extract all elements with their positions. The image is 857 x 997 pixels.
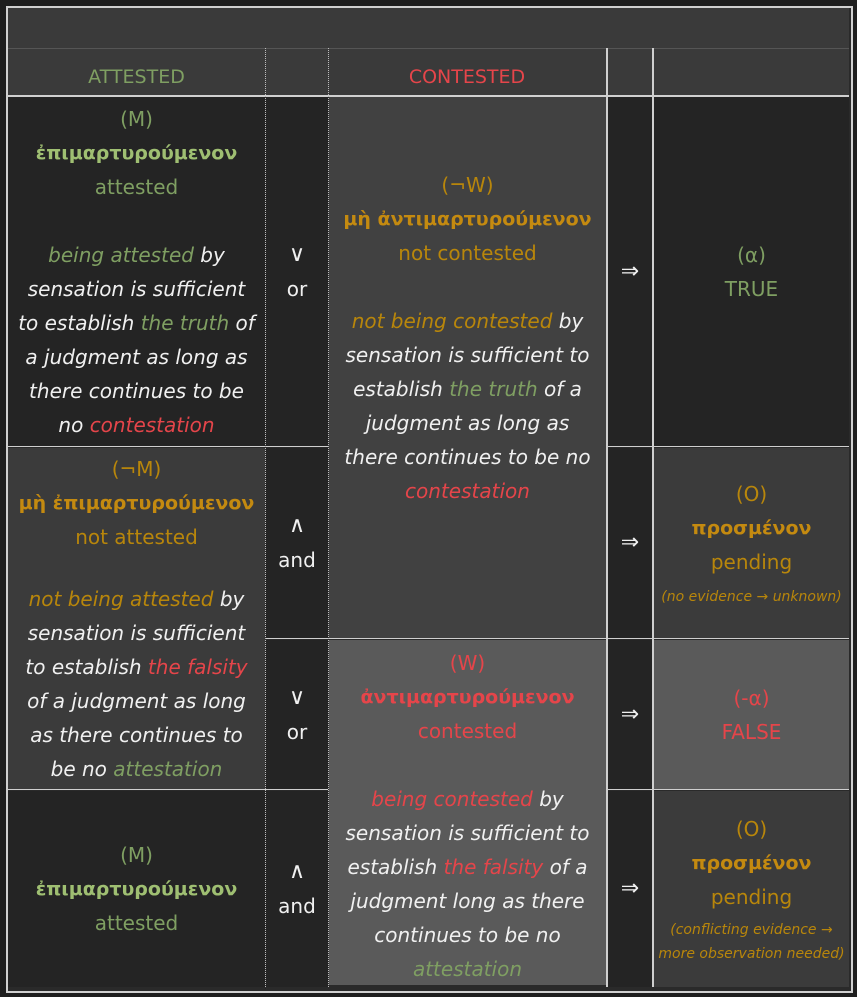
implies-arrow: ⇒ [620,701,640,727]
row-divider-1b [606,446,849,447]
or-symbol: ∨ [288,241,306,267]
or-symbol: ∨ [288,684,306,710]
op-cell-4 [266,791,328,987]
result-true-label: (α) [737,242,766,267]
arrow-cell-4 [608,791,652,987]
r2-left-greek: μὴ ἐπιμαρτυρούμενον [18,491,255,514]
and-word: and [278,894,316,918]
and-symbol: ∧ [288,513,306,538]
result-pending-greek: προσμένον [691,517,812,539]
implies-arrow: ⇒ [620,876,640,901]
header-attested: ATTESTED [88,66,185,88]
r4-left-greek: ἐπιμαρτυρούμενον [35,878,238,900]
op-cell-3 [266,640,328,789]
result-false-label: (-α) [733,685,770,710]
implies-arrow: ⇒ [620,258,640,284]
header-top-line [8,48,849,49]
contest-bottom-body: being contested by sensation is sufficient to establish the falsity of a judgment long as there continues to be no attestation [345,787,590,981]
contest-top-label: (¬W) [441,172,494,197]
result-pending-cell-1 [654,448,849,638]
arrow-cell-1 [608,97,652,446]
r1-left-label: (M) [120,106,153,131]
r2-left-english: not attested [75,524,198,549]
not-attested-cell [8,448,265,789]
result-pending-greek: προσμένον [691,852,812,874]
row-divider-3 [8,789,328,790]
result-false-cell [654,640,849,789]
r2-left-label: (¬M) [111,456,162,481]
attested-cell-2 [8,791,265,987]
result-pending-note: (no evidence → unknown) [661,589,842,605]
result-true-cell [654,97,849,446]
result-pending-label: (O) [735,482,768,506]
contest-bottom-english: contested [417,719,518,743]
and-symbol: ∧ [288,859,306,884]
and-word: and [278,548,316,572]
contest-bottom-label: (W) [449,651,486,675]
not-contested-cell [329,97,606,638]
header-contested: CONTESTED [408,66,526,88]
r1-left-english: attested [94,174,179,199]
result-true-text: TRUE [724,276,779,301]
row-divider-2 [266,638,849,639]
op-cell-2 [266,448,328,638]
col-divider-3 [606,48,608,987]
title-strip [8,8,849,48]
result-pending-text: pending [710,550,793,574]
result-pending-text: pending [710,885,793,909]
row-divider-3b [606,789,849,790]
col-divider-1 [265,48,266,987]
col-divider-2 [328,48,329,987]
col-divider-4 [652,48,654,987]
attested-cell-1 [8,97,265,446]
contest-top-greek: μὴ ἀντιμαρτυρούμενον [343,207,592,230]
arrow-cell-2 [608,448,652,638]
contest-bottom-greek: ἀντιμαρτυρούμενον [360,686,575,708]
r4-left-label: (M) [120,843,153,867]
arrow-cell-3 [608,640,652,789]
result-pending-label: (O) [735,817,768,841]
result-false-text: FALSE [721,719,782,744]
header-divider [8,95,849,97]
contest-top-body: not being contested by sensation is sufficient to establish the truth of a judgment as long as there continues to be no contestation [344,308,591,503]
row-divider-1 [8,446,328,447]
or-word: or [286,719,308,744]
contest-top-english: not contested [398,240,537,265]
or-word: or [286,276,308,301]
result-pending-note-line2: more observation needed) [658,946,845,962]
r1-left-body: being attested by sensation is sufficient to establish the truth of a judgment as long as there continues to be no contestation [18,242,255,437]
r1-left-greek: ἐπιμαρτυρούμενον [35,141,238,164]
r4-left-english: attested [94,911,179,935]
r2-left-body: not being attested by sensation is sufficient to establish the falsity of a judgment as long as there continues to be no attestation [25,586,248,781]
result-pending-cell-2 [654,791,849,987]
contested-cell [329,640,606,985]
implies-arrow: ⇒ [620,530,640,555]
result-pending-note-line1: (conflicting evidence → [670,922,833,938]
op-cell-1 [266,97,328,446]
